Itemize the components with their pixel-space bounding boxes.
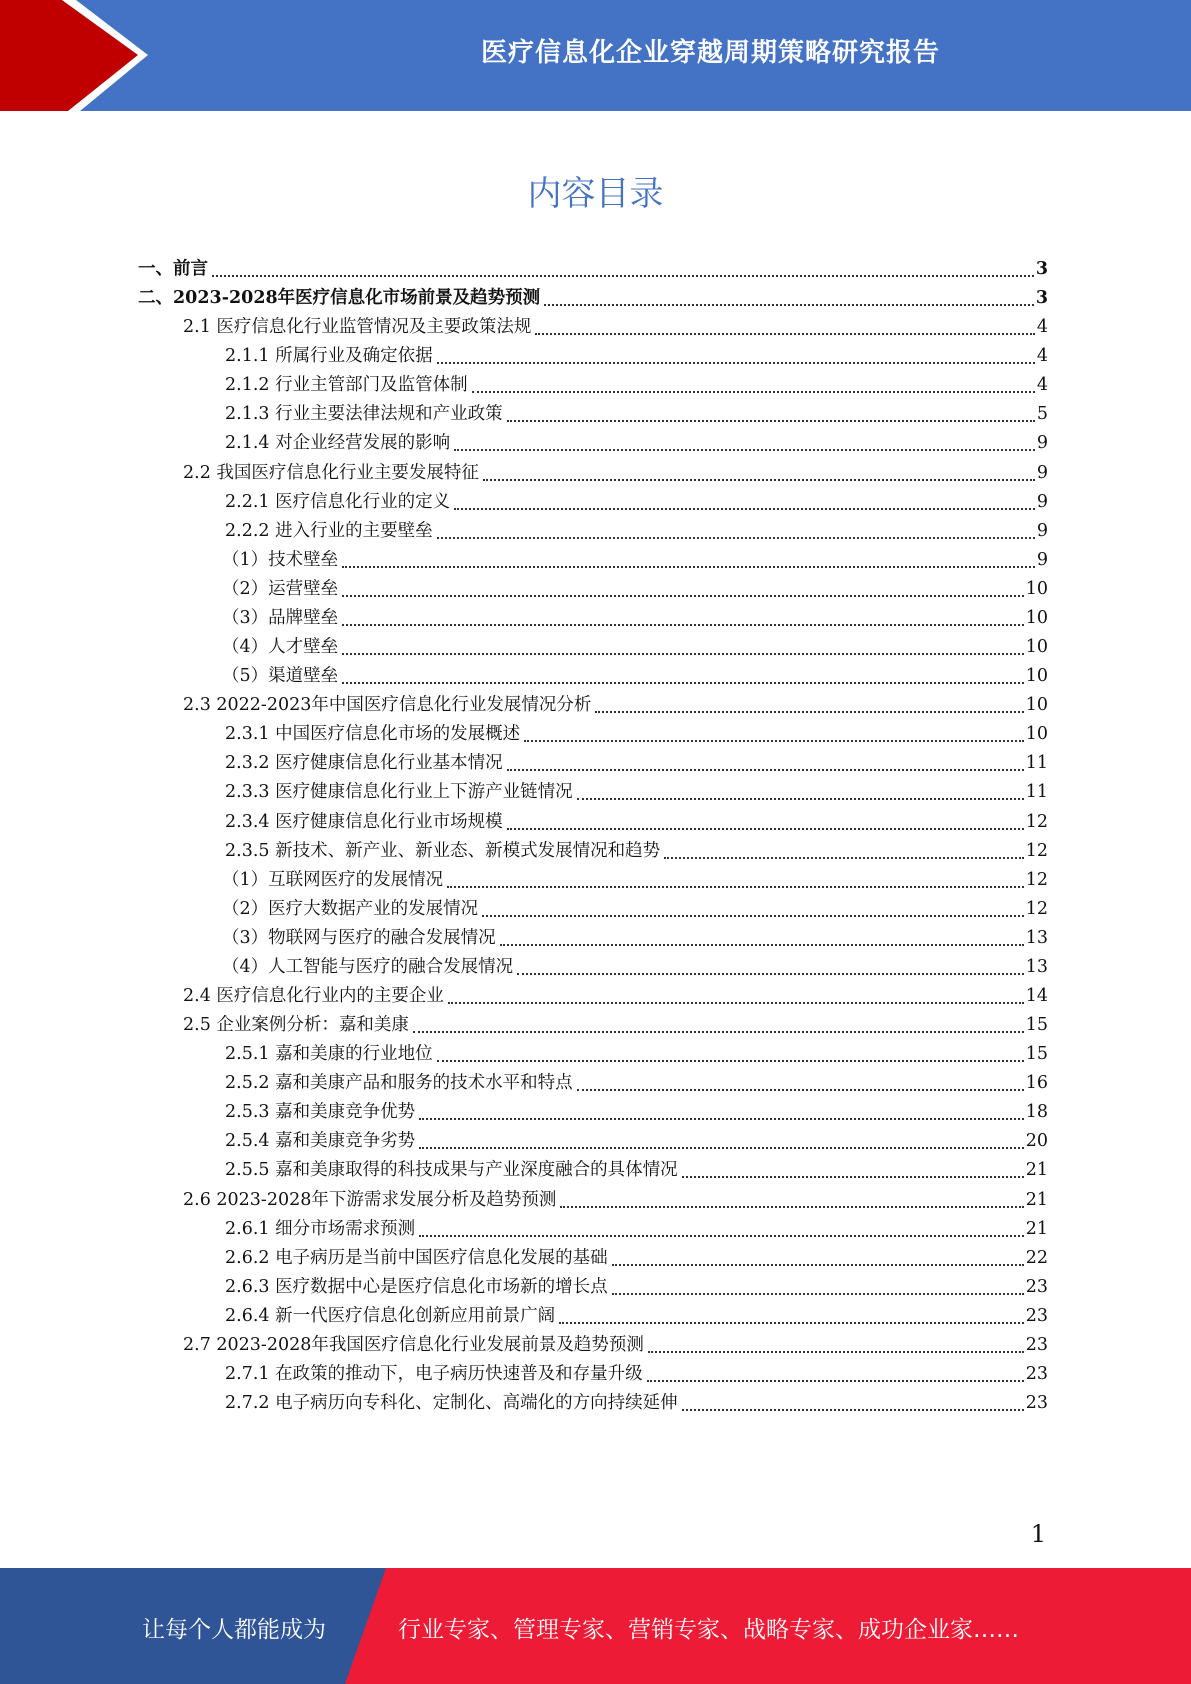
toc-entry-label: 2.5.2 嘉和美康产品和服务的技术水平和特点 <box>225 1073 573 1094</box>
toc-entry[interactable] <box>225 808 1048 837</box>
toc-entry[interactable] <box>183 1186 1048 1215</box>
toc-entry[interactable] <box>225 1273 1048 1302</box>
toc-heading: 内容目录 <box>527 174 664 214</box>
toc-entry-page: 10 <box>1025 578 1048 599</box>
toc-entry-page: 23 <box>1025 1393 1048 1414</box>
toc-entry[interactable] <box>222 924 1048 953</box>
toc-entry-page: 3 <box>1035 288 1048 309</box>
toc-entry[interactable] <box>222 633 1048 662</box>
toc-entry[interactable] <box>225 1360 1048 1389</box>
toc-entry-label: 2.6.2 电子病历是当前中国医疗信息化发展的基础 <box>225 1247 608 1268</box>
toc-entry-label: 2.7.2 电子病历向专科化、定制化、高端化的方向持续延伸 <box>225 1393 678 1414</box>
dot-leader <box>342 566 1035 568</box>
toc-entry-page: 12 <box>1025 898 1048 919</box>
toc-entry[interactable] <box>225 778 1048 807</box>
toc-entry-label: 2.1.1 所属行业及确定依据 <box>225 346 433 367</box>
toc-entry-page: 3 <box>1035 259 1048 279</box>
dot-leader <box>342 682 1024 684</box>
dot-leader <box>648 1351 1024 1353</box>
toc-entry-page: 12 <box>1025 840 1048 861</box>
toc-entry-label: 2.3.3 医疗健康信息化行业上下游产业链情况 <box>225 782 573 803</box>
toc-entry[interactable] <box>225 429 1048 458</box>
toc-entry-label: 2.5.3 嘉和美康竞争优势 <box>225 1102 416 1123</box>
dot-leader <box>437 362 1035 364</box>
toc-entry-page: 14 <box>1025 986 1048 1006</box>
dot-leader <box>413 1031 1024 1033</box>
toc-entry-page: 10 <box>1025 607 1048 628</box>
toc-entry[interactable] <box>225 720 1048 749</box>
toc-entry-page: 23 <box>1025 1334 1048 1355</box>
toc-entry[interactable] <box>183 982 1048 1011</box>
toc-entry-page: 11 <box>1025 753 1048 774</box>
toc-entry-page: 22 <box>1025 1247 1048 1268</box>
toc-entry-label: 2.3.1 中国医疗信息化市场的发展概述 <box>225 724 521 745</box>
toc-entry-label: 2.3.5 新技术、新产业、新业态、新模式发展情况和趋势 <box>225 840 661 861</box>
dot-leader <box>483 479 1035 481</box>
toc-entry[interactable] <box>225 371 1048 400</box>
toc-entry-page: 23 <box>1025 1276 1048 1297</box>
toc-entry-label: （3）物联网与医疗的融合发展情况 <box>222 927 496 948</box>
toc-entry[interactable] <box>222 546 1048 575</box>
dot-leader <box>419 1235 1024 1237</box>
toc-entry-label: （4）人才壁垒 <box>222 637 339 658</box>
toc-entry-page: 12 <box>1025 869 1048 890</box>
toc-entry-label: 一、前言 <box>138 259 208 279</box>
dot-leader <box>472 391 1035 393</box>
dot-leader <box>577 1089 1024 1091</box>
dot-leader <box>454 449 1035 451</box>
toc-entry-page: 18 <box>1025 1102 1048 1123</box>
dot-leader <box>560 1206 1023 1208</box>
toc-entry-page: 4 <box>1036 346 1048 367</box>
toc-entry-label: 2.1 医疗信息化行业监管情况及主要政策法规 <box>183 317 532 338</box>
dot-leader <box>595 711 1023 713</box>
toc-entry-label: （1）互联网医疗的发展情况 <box>222 869 444 890</box>
toc-entry[interactable] <box>222 575 1048 604</box>
dot-leader <box>437 1060 1024 1062</box>
dot-leader <box>342 595 1024 597</box>
dot-leader <box>448 1002 1024 1004</box>
toc-entry-label: 2.1.4 对企业经营发展的影响 <box>225 433 451 454</box>
toc-entry-page: 13 <box>1025 927 1048 948</box>
dot-leader <box>535 333 1034 335</box>
toc-entry[interactable] <box>225 1127 1048 1156</box>
toc-entry-page: 4 <box>1036 375 1048 396</box>
dot-leader <box>517 973 1024 975</box>
toc-entry-page: 23 <box>1025 1305 1048 1326</box>
toc-entry-page: 13 <box>1025 956 1048 977</box>
dot-leader <box>500 944 1024 946</box>
toc-entry[interactable] <box>225 1069 1048 1098</box>
toc-entry-label: （2）医疗大数据产业的发展情况 <box>222 898 479 919</box>
toc-entry[interactable] <box>222 866 1048 895</box>
toc-entry[interactable] <box>225 1215 1048 1244</box>
page-footer <box>0 1568 1191 1684</box>
toc-entry-label: 2.3.4 医疗健康信息化行业市场规模 <box>225 811 503 832</box>
dot-leader <box>544 304 1034 306</box>
toc-entry-page: 9 <box>1036 433 1048 454</box>
toc-entry-page: 4 <box>1036 317 1048 338</box>
toc-entry-label: 二、2023-2028年医疗信息化市场前景及趋势预测 <box>138 288 541 309</box>
toc-entry-page: 16 <box>1025 1073 1048 1094</box>
footer-slogan-left: 让每个人都能成为 <box>142 1617 326 1643</box>
toc-entry[interactable] <box>183 313 1048 342</box>
toc-entry-page: 10 <box>1025 666 1048 687</box>
toc-entry-page: 21 <box>1025 1218 1048 1239</box>
toc-entry-page: 9 <box>1036 549 1048 570</box>
toc-entry-label: 2.5.1 嘉和美康的行业地位 <box>225 1044 433 1065</box>
toc-entry[interactable] <box>225 488 1048 517</box>
toc-entry-page: 20 <box>1025 1131 1048 1152</box>
dot-leader <box>447 886 1024 888</box>
toc-entry[interactable] <box>225 1302 1048 1331</box>
toc-entry[interactable] <box>222 895 1048 924</box>
toc-entry-page: 9 <box>1036 491 1048 512</box>
toc-entry-page: 11 <box>1025 782 1048 803</box>
toc-entry-label: 2.2 我国医疗信息化行业主要发展特征 <box>183 462 479 483</box>
toc-entry[interactable] <box>225 1389 1048 1418</box>
toc-entry-label: 2.6.4 新一代医疗信息化创新应用前景广阔 <box>225 1305 556 1326</box>
toc-entry-page: 21 <box>1025 1189 1048 1210</box>
toc-entry-label: 2.6.3 医疗数据中心是医疗信息化市场新的增长点 <box>225 1276 608 1297</box>
toc-entry[interactable] <box>225 517 1048 546</box>
dot-leader <box>507 769 1024 771</box>
toc-entry[interactable] <box>183 459 1048 488</box>
toc-entry[interactable] <box>222 953 1048 982</box>
toc-entry-label: 2.7.1 在政策的推动下，电子病历快速普及和存量升级 <box>225 1364 643 1385</box>
toc-entry-label: （2）运营壁垒 <box>222 578 339 599</box>
toc-entry-label: 2.7 2023-2028年我国医疗信息化行业发展前景及趋势预测 <box>183 1334 644 1355</box>
toc-entry-page: 5 <box>1036 404 1048 425</box>
toc-entry[interactable] <box>138 255 1048 284</box>
toc-entry[interactable] <box>138 284 1048 313</box>
toc-entry-page: 15 <box>1025 1044 1048 1065</box>
toc-entry-page: 15 <box>1025 1015 1048 1036</box>
dot-leader <box>647 1380 1024 1382</box>
toc-entry[interactable] <box>222 662 1048 691</box>
dot-leader <box>524 740 1024 742</box>
toc-entry[interactable] <box>225 837 1048 866</box>
toc-entry-page: 21 <box>1025 1160 1048 1181</box>
toc-entry[interactable] <box>225 1040 1048 1069</box>
toc-entry-label: 2.2.2 进入行业的主要壁垒 <box>225 520 433 541</box>
toc-entry-label: （5）渠道壁垒 <box>222 666 339 687</box>
dot-leader <box>419 1147 1024 1149</box>
toc-entry-label: 2.6.1 细分市场需求预测 <box>225 1218 416 1239</box>
toc-entry[interactable] <box>222 604 1048 633</box>
dot-leader <box>419 1118 1024 1120</box>
toc-entry[interactable] <box>225 749 1048 778</box>
dot-leader <box>342 653 1024 655</box>
toc-entry[interactable] <box>183 1011 1048 1040</box>
toc-entry[interactable] <box>183 691 1048 720</box>
toc-entry-label: 2.1.3 行业主要法律法规和产业政策 <box>225 404 503 425</box>
toc-entry-label: 2.4 医疗信息化行业内的主要企业 <box>183 986 444 1006</box>
toc-entry-label: 2.6 2023-2028年下游需求发展分析及趋势预测 <box>183 1189 557 1210</box>
dot-leader <box>454 508 1035 510</box>
dot-leader <box>682 1409 1024 1411</box>
dot-leader <box>682 1176 1024 1178</box>
toc-entry-label: 2.3 2022-2023年中国医疗信息化行业发展情况分析 <box>183 695 592 716</box>
dot-leader <box>437 537 1035 539</box>
dot-leader <box>612 1293 1024 1295</box>
toc-entry-page: 9 <box>1036 520 1048 541</box>
toc-entry-page: 10 <box>1025 724 1048 745</box>
toc-entry[interactable] <box>225 1156 1048 1185</box>
page-header <box>0 0 1191 111</box>
dot-leader <box>577 798 1024 800</box>
toc-entry-label: 2.2.1 医疗信息化行业的定义 <box>225 491 451 512</box>
toc-entry-page: 10 <box>1025 637 1048 658</box>
toc-entry-page: 23 <box>1025 1364 1048 1385</box>
toc-entry[interactable] <box>225 1244 1048 1273</box>
dot-leader <box>507 420 1035 422</box>
toc-entry-page: 9 <box>1036 462 1048 483</box>
toc-entry-label: （3）品牌壁垒 <box>222 607 339 628</box>
dot-leader <box>342 624 1024 626</box>
toc-entry-label: （1）技术壁垒 <box>222 549 339 570</box>
dot-leader <box>612 1264 1024 1266</box>
dot-leader <box>507 828 1024 830</box>
toc-entry[interactable] <box>225 1098 1048 1127</box>
toc-entry-label: 2.5 企业案例分析：嘉和美康 <box>183 1015 409 1036</box>
toc-entry-label: 2.5.5 嘉和美康取得的科技成果与产业深度融合的具体情况 <box>225 1160 678 1181</box>
toc-entry[interactable] <box>225 342 1048 371</box>
dot-leader <box>559 1322 1024 1324</box>
toc-entry-page: 10 <box>1025 695 1048 716</box>
toc-entry-label: （4）人工智能与医疗的融合发展情况 <box>222 956 514 977</box>
dot-leader <box>212 275 1034 277</box>
toc-entry-page: 12 <box>1025 811 1048 832</box>
toc-entry[interactable] <box>225 400 1048 429</box>
toc-entry-label: 2.5.4 嘉和美康竞争劣势 <box>225 1131 416 1152</box>
toc-entry-label: 2.3.2 医疗健康信息化行业基本情况 <box>225 753 503 774</box>
dot-leader <box>664 857 1024 859</box>
page-number: 1 <box>1030 1520 1046 1548</box>
dot-leader <box>482 915 1024 917</box>
footer-slogan-right: 行业专家、管理专家、营销专家、战略专家、成功企业家…… <box>398 1617 1019 1643</box>
report-title: 医疗信息化企业穿越周期策略研究报告 <box>480 38 940 68</box>
toc-entry[interactable] <box>183 1331 1048 1360</box>
toc-entry-label: 2.1.2 行业主管部门及监管体制 <box>225 375 468 396</box>
